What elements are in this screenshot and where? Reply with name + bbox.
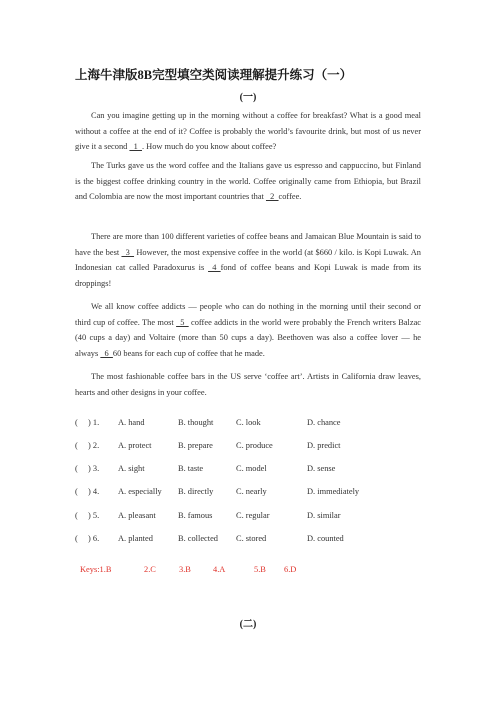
key-2: 2.C — [144, 565, 156, 574]
paragraph-text: There are more than 100 different varieties of coffee beans and Jamaican Blue Mountain is said to have the best — [75, 232, 421, 257]
question-row — [75, 441, 435, 454]
page-title: 上海牛津版8B完型填空类阅读理解提升练习（一） — [75, 68, 353, 82]
question-number: ( — [75, 441, 78, 450]
option-c: C. look — [236, 418, 261, 427]
answer-blank: 6 — [100, 348, 113, 358]
key-5: 5.B — [254, 565, 266, 574]
answer-blank: 3 — [121, 247, 135, 257]
paragraph-text: coffee addicts in the world were probably the French writers Balzac (40 cups a day) and Voltaire (more than 50 cups a day). Beethoven was also a coffee lover — he always — [75, 317, 422, 358]
option-a: A. planted — [118, 534, 153, 543]
question-number: ( — [75, 511, 78, 520]
option-d: D. sense — [307, 464, 336, 473]
paragraph-text: Can you imagine getting up in the morning without a coffee for breakfast? What is a good meal without a coffee at the end of it? Coffee is probably the world’s favourite drink, but most of us never give it a second — [75, 111, 421, 151]
question-row — [75, 418, 435, 431]
question-number: ) 4. — [88, 487, 100, 496]
key-1: Keys:1.B — [80, 565, 112, 574]
key-3: 3.B — [179, 565, 191, 574]
paragraph-text: fond of coffee beans and Kopi Luwak is made from its droppings! — [75, 263, 421, 288]
paragraph-text: However, the most expensive coffee in the world (at $660 / kilo. is Kopi Luwak. An Indonesian cat called Paradoxurus is — [75, 247, 421, 272]
paragraph-text: . How much do you know about coffee? — [141, 142, 277, 151]
answer-keys — [80, 565, 400, 578]
option-a: A. pleasant — [118, 511, 156, 520]
section-heading-1: (一) — [239, 92, 257, 103]
key-4: 4.A — [213, 565, 226, 574]
question-row — [75, 487, 435, 500]
answer-blank: 4 — [208, 263, 221, 272]
option-b: B. directly — [178, 487, 214, 496]
option-d: D. similar — [307, 511, 341, 520]
option-d: D. chance — [307, 418, 341, 427]
answer-blank: 1 — [129, 142, 142, 151]
paragraph — [75, 369, 421, 400]
paragraph-text: The Turks gave us the word coffee and the Italians gave us espresso and cappuccino, but Finland is the biggest coffee drinking country in the world. Coffee originally came from Ethiopia, but Brazil and Colombia are now the most important countries that — [75, 161, 421, 201]
section-heading-2: (二) — [239, 619, 257, 630]
option-c: C. regular — [236, 511, 270, 520]
paragraph — [75, 229, 421, 291]
question-row — [75, 511, 435, 524]
paragraph — [75, 299, 421, 361]
option-b: B. prepare — [178, 441, 213, 450]
option-c: C. produce — [236, 441, 273, 450]
option-a: A. especially — [118, 487, 162, 496]
key-6: 6.D — [284, 565, 297, 574]
paragraph-text: We all know coffee addicts — people who can do nothing in the morning until their second or third cup of coffee. The most — [75, 302, 421, 327]
question-number: ) 6. — [88, 534, 100, 543]
option-b: B. collected — [178, 534, 218, 543]
paragraph-text: 60 beans for each cup of coffee that he made. — [112, 348, 265, 358]
question-number: ) 3. — [88, 464, 100, 473]
option-d: D. immediately — [307, 487, 360, 496]
option-d: D. counted — [307, 534, 344, 543]
paragraph-text: The most fashionable coffee bars in the US serve ‘coffee art’. Artists in California draw leaves, hearts and other designs in your coffee. — [75, 372, 421, 397]
option-c: C. nearly — [236, 487, 267, 496]
option-a: A. protect — [118, 441, 152, 450]
question-number: ( — [75, 534, 78, 543]
option-a: A. hand — [118, 418, 145, 427]
option-b: B. taste — [178, 464, 204, 473]
question-number: ) 5. — [88, 511, 100, 520]
option-c: C. stored — [236, 534, 267, 543]
option-c: C. model — [236, 464, 267, 473]
answer-blank: 5 — [176, 317, 189, 327]
option-b: B. famous — [178, 511, 213, 520]
option-b: B. thought — [178, 418, 214, 427]
question-row — [75, 464, 435, 477]
question-row — [75, 534, 435, 547]
paragraph — [75, 108, 421, 155]
option-d: D. predict — [307, 441, 341, 450]
question-number: ) 2. — [88, 441, 100, 450]
answer-blank: 2 — [265, 192, 279, 201]
option-a: A. sight — [118, 464, 145, 473]
paragraph — [75, 158, 421, 205]
question-number: ( — [75, 487, 78, 496]
paragraph-text: coffee. — [278, 192, 302, 201]
question-number: ( — [75, 464, 78, 473]
question-number: ) 1. — [88, 418, 100, 427]
question-number: ( — [75, 418, 78, 427]
